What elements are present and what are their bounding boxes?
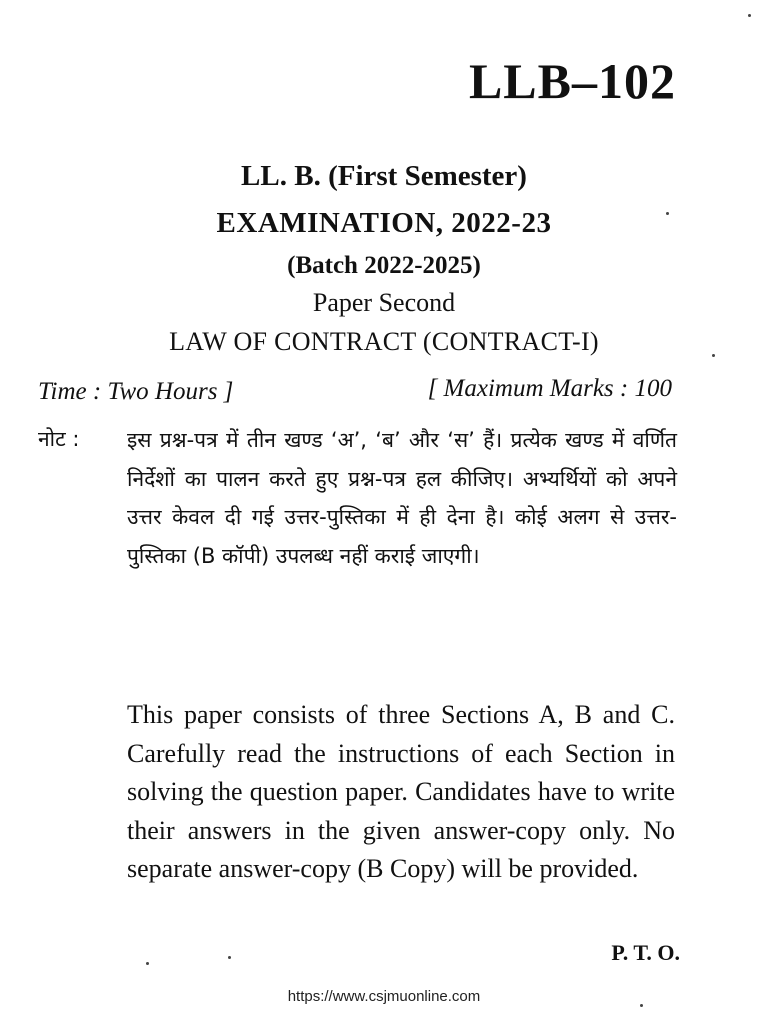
- footer-url: https://www.csjmuonline.com: [287, 988, 481, 1005]
- subject-title: LAW OF CONTRACT (CONTRACT-I): [169, 327, 599, 356]
- scan-speck: [228, 956, 231, 959]
- scan-speck: [748, 14, 751, 17]
- maximum-marks: [ Maximum Marks : 100: [427, 375, 672, 402]
- scan-speck: [712, 354, 715, 357]
- paper-number: Paper Second: [312, 288, 456, 317]
- scan-speck: [640, 1004, 643, 1007]
- time-limit: Time : Two Hours ]: [38, 378, 234, 405]
- pto-mark: P. T. O.: [611, 940, 680, 965]
- note-label: नोट :: [38, 427, 80, 451]
- note-hindi: इस प्रश्न-पत्र में तीन खण्ड ‘अ’, ‘ब’ और ‘स’ हैं। प्रत्येक खण्ड में वर्णित निर्देशों का पालन करते हुए प्रश्न-पत्र हल कीजिए। अभ्यर्थियों को अपने उत्तर केवल दी गई उत्तर-पुस्तिका में ही देना है। कोई अलग से उत्तर-पुस्तिका (B कॉपी) उपलब्ध नहीं कराई जाएगी।: [127, 428, 677, 568]
- course-title: LL. B. (First Semester): [241, 160, 527, 192]
- paper-code: LLB–102: [468, 53, 676, 109]
- note-english: This paper consists of three Sections A, B and C. Carefully read the instructions of each Section in solving the question paper. Candidates have to write their answers in the given answer-copy only. No separate answer-copy (B Copy) will be provided.: [127, 700, 675, 883]
- scan-speck: [666, 212, 669, 215]
- scan-speck: [146, 962, 149, 965]
- exam-title: EXAMINATION, 2022-23: [216, 207, 552, 239]
- batch-label: (Batch 2022-2025): [287, 252, 481, 279]
